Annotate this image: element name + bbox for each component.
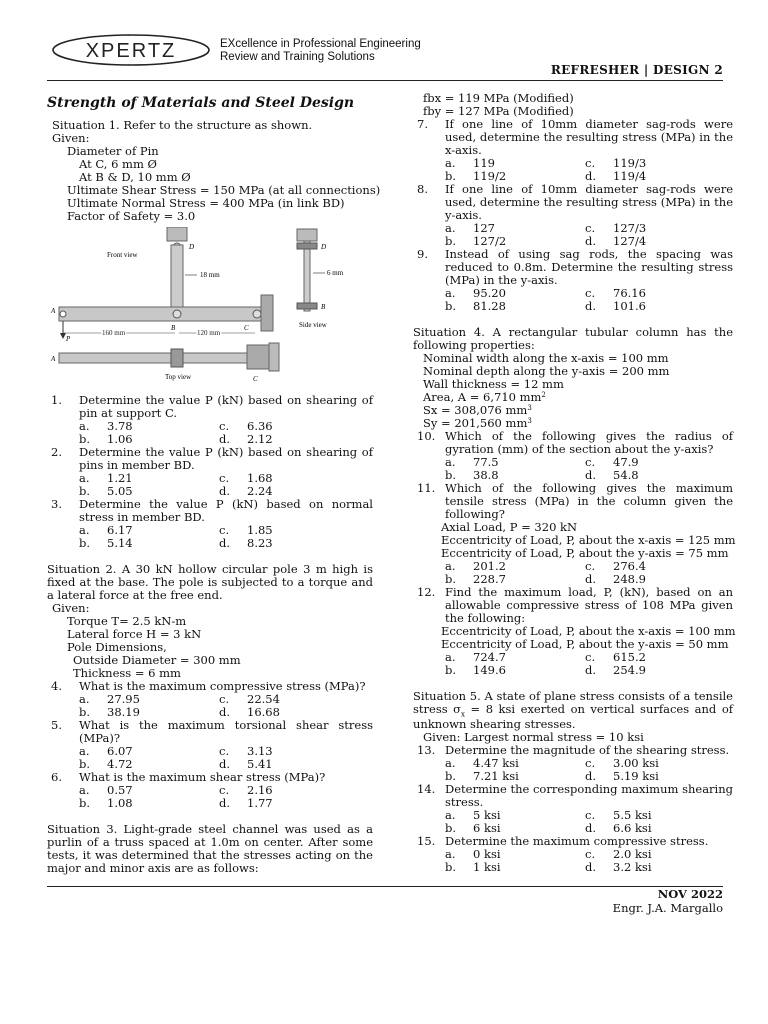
choice-d: 1.77 [247, 796, 273, 810]
question-number: 12. [417, 585, 436, 599]
choice-d: 6.6 ksi [613, 821, 652, 836]
given-item: Outside Diameter = 300 mm [73, 653, 241, 667]
question-text: Determine the value P (kN) based on shearing of pins in member BD. [79, 445, 373, 472]
left-column [47, 92, 381, 875]
choice-c: 6.36 [247, 419, 273, 433]
question-text: What is the maximum shear stress (MPa)? [79, 770, 326, 784]
choice-d: 119/4 [613, 169, 647, 183]
situation-4-intro: Situation 4. A rectangular tubular column has the following properties: [413, 325, 733, 352]
right-column [413, 91, 736, 875]
choice-c: 3.00 ksi [613, 756, 659, 771]
question-text: Determine the value P (kN) based on shearing of pin at support C. [79, 393, 373, 420]
question-number: 1. [51, 393, 62, 407]
question-8 [413, 183, 733, 222]
situation-3-intro: Situation 3. Light-grade steel channel was used as a purlin of a truss spaced at 1.0m on center. After some tests, it was determined that the stresses acting on the major and minor axis are as follows: [47, 822, 373, 875]
column-prop: Wall thickness = 12 mm [423, 377, 564, 391]
question-text: Which of the following gives the maximum tensile stress (MPa) in the column given the following? [445, 481, 733, 521]
question-number: 14. [417, 782, 436, 797]
column-area: Area, A = 6,710 $mm^2$ [423, 390, 546, 404]
question-number: 15. [417, 834, 436, 849]
question-9 [413, 248, 733, 287]
choice-b: 38.19 [107, 705, 140, 719]
choice-d: 127/4 [613, 234, 647, 248]
choice-c: 1.85 [247, 523, 273, 537]
choice-c: 5.5 ksi [613, 808, 652, 823]
question-3 [47, 498, 373, 524]
choices-8: a. 127 c. 127/3 b. 127/2 d. 127/4 [413, 222, 733, 248]
choices-13: a. 4.47 ksi c. 3.00 ksi b. 7.21 ksi d. 5.19 ksi [413, 757, 733, 783]
q12-given: Eccentricity of Load, P, about the y-axis = 50 mm [441, 637, 729, 651]
situation-5-intro: Situation 5. A state of plane stress consists of a tensile stress $\sigma_x = 8$ ksi exerted on vertical surfaces and of unknown shearing stresses. [413, 689, 734, 732]
choice-c: 119/3 [613, 156, 647, 170]
label-b-side: B [321, 303, 326, 311]
choice-a: 95.20 [473, 286, 506, 300]
question-text: Instead of using sag rods, the spacing was reduced to 0.8m. Determine the resulting stress (MPa) in the y-axis. [445, 247, 733, 287]
question-1 [47, 394, 373, 420]
page-footer [613, 887, 723, 915]
question-number: 5. [51, 718, 62, 732]
choice-a: 6.07 [107, 744, 133, 758]
choices-2: a. 1.21 c. 1.68 b. 5.05 d. 2.24 [47, 472, 373, 498]
choice-b: 81.28 [473, 299, 506, 313]
choice-b: 149.6 [473, 663, 506, 677]
choices-1: a. 3.78 c. 6.36 b. 1.06 d. 2.12 [47, 420, 373, 446]
choice-c: 2.0 ksi [613, 847, 652, 862]
question-text: Determine the magnitude of the shearing stress. [445, 743, 730, 758]
question-number: 3. [51, 497, 62, 511]
question-5 [47, 719, 373, 745]
question-12 [413, 586, 733, 625]
column-prop: Nominal width along the x-axis = 100 mm [423, 351, 669, 365]
choice-d: 3.2 ksi [613, 860, 652, 875]
column-sy: Sy = 201,560 $mm^3$ [423, 416, 532, 430]
situation-5-given: Given: Largest normal stress = 10 ksi [423, 730, 644, 745]
choice-d: 254.9 [613, 663, 646, 677]
choices-15: a. 0 ksi c. 2.0 ksi b. 1 ksi d. 3.2 ksi [413, 848, 733, 874]
label-120mm: 120 mm [197, 329, 221, 337]
given-item: Lateral force H = 3 kN [67, 627, 202, 641]
xpertz-logo [51, 33, 211, 67]
label-18mm: 18 mm [200, 271, 220, 279]
question-number: 10. [417, 429, 436, 443]
choice-a: 127 [473, 221, 495, 235]
label-a: A [51, 307, 56, 315]
choice-b: 1.06 [107, 432, 133, 446]
question-4 [47, 680, 373, 693]
choice-c: 2.16 [247, 783, 273, 797]
question-text: Determine the value P (kN) based on normal stress in member BD. [79, 497, 373, 524]
choice-a: 5 ksi [473, 808, 501, 823]
choice-a: 201.2 [473, 559, 506, 573]
document-title: Strength of Materials and Steel Design [47, 95, 355, 111]
choices-11: a. 201.2 c. 276.4 b. 228.7 d. 248.9 [413, 560, 733, 586]
brand-line-1: EXcellence in Professional Engineering [220, 38, 421, 50]
question-text: What is the maximum compressive stress (MPa)? [79, 679, 366, 693]
q11-given: Eccentricity of Load, P, about the x-axis = 125 mm [441, 533, 736, 547]
situation-1-intro: Situation 1. Refer to the structure as shown. [52, 118, 313, 132]
choices-5: a. 6.07 c. 3.13 b. 4.72 d. 5.41 [47, 745, 373, 771]
question-text: If one line of 10mm diameter sag-rods were used, determine the resulting stress (MPa) in the y-axis. [445, 182, 733, 222]
label-a-top: A [51, 355, 56, 363]
choice-a: 6.17 [107, 523, 133, 537]
choice-d: 54.8 [613, 468, 639, 482]
choice-b: 228.7 [473, 572, 506, 586]
structure-figure [47, 227, 373, 390]
choice-a: 0.57 [107, 783, 133, 797]
choice-c: 1.68 [247, 471, 273, 485]
q12-given: Eccentricity of Load, P, about the x-axis = 100 mm [441, 624, 736, 638]
label-d-side: D [321, 243, 327, 251]
choice-a: 0 ksi [473, 847, 501, 862]
label-160mm: 160 mm [102, 329, 126, 337]
given-item: Pole Dimensions, [67, 640, 167, 654]
choice-c: 76.16 [613, 286, 646, 300]
question-text: Determine the corresponding maximum shearing stress. [445, 782, 733, 810]
question-number: 4. [51, 679, 62, 693]
choice-a: 119 [473, 156, 495, 170]
choice-b: 38.8 [473, 468, 499, 482]
choice-d: 5.19 ksi [613, 769, 659, 784]
q11-given: Axial Load, P = 320 kN [441, 520, 578, 534]
given-item: At C, 6 mm Ø [79, 157, 157, 171]
brand-tagline [220, 38, 421, 64]
given-item: At B & D, 10 mm Ø [79, 170, 191, 184]
choices-4: a. 27.95 c. 22.54 b. 38.19 d. 16.68 [47, 693, 373, 719]
label-c: C [244, 324, 249, 332]
question-number: 11. [417, 481, 436, 495]
header-divider [47, 80, 723, 81]
choices-12: a. 724.7 c. 615.2 b. 149.6 d. 254.9 [413, 651, 733, 677]
question-number: 7. [417, 117, 428, 131]
label-p: P [66, 335, 71, 343]
choice-b: 4.72 [107, 757, 133, 771]
fby-value: fby = 127 MPa (Modified) [423, 104, 574, 118]
choice-c: 3.13 [247, 744, 273, 758]
choice-b: 7.21 ksi [473, 769, 519, 784]
given-item: Torque T= 2.5 kN-m [67, 614, 187, 628]
question-number: 8. [417, 182, 428, 196]
question-text: Determine the maximum compressive stress. [445, 834, 709, 849]
choice-b: 5.14 [107, 536, 133, 550]
label-d: D [189, 243, 195, 251]
choice-c: 127/3 [613, 221, 647, 235]
column-prop: Nominal depth along the y-axis = 200 mm [423, 364, 670, 378]
choice-d: 2.12 [247, 432, 273, 446]
given-label: Given: [52, 601, 90, 615]
question-10 [413, 430, 733, 456]
given-item: Ultimate Normal Stress = 400 MPa (in link BD) [67, 196, 345, 210]
question-number: 6. [51, 770, 62, 784]
choice-d: 5.41 [247, 757, 273, 771]
question-text: Which of the following gives the radius of gyration (mm) of the section about the y-axis? [445, 429, 733, 456]
question-11 [413, 482, 733, 521]
question-text: Find the maximum load, P, (kN), based on an allowable compressive stress of 108 MPa given the following: [445, 585, 733, 625]
question-14 [413, 783, 733, 809]
choices-10: a. 77.5 c. 47.9 b. 38.8 d. 54.8 [413, 456, 733, 482]
question-15 [413, 835, 733, 848]
given-item: Ultimate Shear Stress = 150 MPa (at all connections) [67, 183, 381, 197]
choice-a: 3.78 [107, 419, 133, 433]
choice-c: 615.2 [613, 650, 646, 664]
choice-d: 248.9 [613, 572, 646, 586]
given-item: Thickness = 6 mm [73, 666, 181, 680]
choice-a: 724.7 [473, 650, 506, 664]
page-header [47, 28, 723, 80]
question-2 [47, 446, 373, 472]
question-6 [47, 771, 373, 784]
question-text: What is the maximum torsional shear stress (MPa)? [79, 718, 373, 745]
choice-b: 1.08 [107, 796, 133, 810]
choice-b: 119/2 [473, 169, 507, 183]
choices-14: a. 5 ksi c. 5.5 ksi b. 6 ksi d. 6.6 ksi [413, 809, 733, 835]
column-sx: Sx = 308,076 $mm^3$ [423, 403, 532, 417]
given-label: Given: [52, 131, 90, 145]
question-number: 9. [417, 247, 428, 261]
question-7 [413, 118, 733, 157]
course-label: REFRESHER | DESIGN 2 [550, 63, 723, 77]
choice-d: 101.6 [613, 299, 646, 313]
q11-given: Eccentricity of Load, P, about the y-axis = 75 mm [441, 546, 729, 560]
footer-date: NOV 2022 [657, 887, 723, 901]
choice-c: 276.4 [613, 559, 646, 573]
logo-text: XPERTZ [85, 40, 177, 62]
label-6mm: 6 mm [327, 269, 344, 277]
label-c-top: C [253, 375, 258, 383]
choice-c: 22.54 [247, 692, 280, 706]
given-item: Diameter of Pin [67, 144, 159, 158]
given-item: Factor of Safety = 3.0 [67, 209, 196, 223]
question-text: If one line of 10mm diameter sag-rods were used, determine the resulting stress (MPa) in the x-axis. [445, 117, 733, 157]
choice-c: 47.9 [613, 455, 639, 469]
choice-b: 5.05 [107, 484, 133, 498]
choice-d: 16.68 [247, 705, 280, 719]
choices-3: a. 6.17 c. 1.85 b. 5.14 d. 8.23 [47, 524, 373, 550]
footer-author: Engr. J.A. Margallo [612, 901, 723, 915]
label-top-view: Top view [165, 373, 192, 381]
logo-ellipse-icon [51, 33, 211, 67]
question-13 [413, 744, 733, 757]
choices-7: a. 119 c. 119/3 b. 119/2 d. 119/4 [413, 157, 733, 183]
choices-9: a. 95.20 c. 76.16 b. 81.28 d. 101.6 [413, 287, 733, 313]
situation-2-intro: Situation 2. A 30 kN hollow circular pole 3 m high is fixed at the base. The pole is subjected to a torque and a lateral force at the free end. [47, 562, 373, 602]
choice-d: 2.24 [247, 484, 273, 498]
question-number: 13. [417, 743, 436, 758]
brand-line-2: Review and Training Solutions [220, 51, 375, 63]
choice-a: 27.95 [107, 692, 140, 706]
choice-a: 4.47 ksi [473, 756, 519, 771]
label-side-view: Side view [299, 321, 327, 329]
fbx-value: fbx = 119 MPa (Modified) [423, 91, 574, 105]
choice-a: 77.5 [473, 455, 499, 469]
choice-d: 8.23 [247, 536, 273, 550]
choice-b: 1 ksi [473, 860, 501, 875]
choice-a: 1.21 [107, 471, 133, 485]
question-number: 2. [51, 445, 62, 459]
choices-6: a. 0.57 c. 2.16 b. 1.08 d. 1.77 [47, 784, 373, 810]
choice-b: 127/2 [473, 234, 507, 248]
label-front-view: Front view [107, 251, 138, 259]
label-b: B [171, 324, 176, 332]
choice-b: 6 ksi [473, 821, 501, 836]
